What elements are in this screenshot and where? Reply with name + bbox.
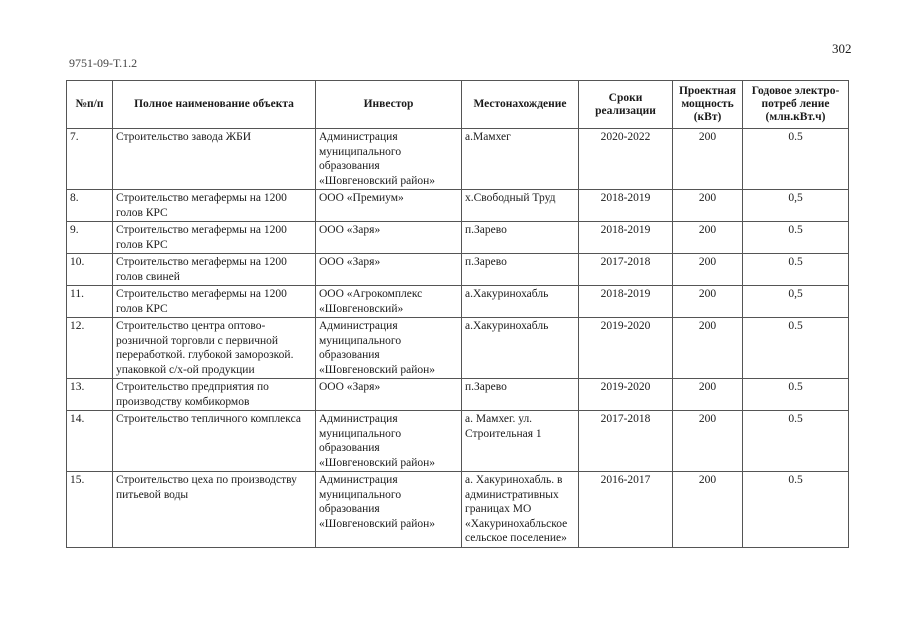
investor: Администрация муниципального образования «Шовгеновский район» (316, 318, 462, 379)
investor: ООО «Агрокомплекс «Шовгеновский» (316, 286, 462, 318)
table-header-row (67, 81, 849, 129)
object-name: Строительство тепличного комплекса (113, 411, 316, 472)
timeline: 2018-2019 (579, 286, 673, 318)
table-row (67, 318, 849, 379)
annual-consumption: 0.5 (743, 129, 849, 190)
annual-consumption: 0,5 (743, 286, 849, 318)
header-annual-consumption: Годовое электро-потреб ление (млн.кВт.ч) (743, 81, 849, 129)
page-number: 302 (832, 41, 852, 56)
table-row (67, 222, 849, 254)
header-number: №п/п (67, 81, 113, 129)
table-row (67, 190, 849, 222)
row-number: 7. (67, 129, 113, 190)
annual-consumption: 0.5 (743, 472, 849, 548)
capacity: 200 (673, 318, 743, 379)
annual-consumption: 0.5 (743, 222, 849, 254)
annual-consumption: 0.5 (743, 379, 849, 411)
timeline: 2019-2020 (579, 379, 673, 411)
header-capacity: Проектная мощность (кВт) (673, 81, 743, 129)
annual-consumption: 0,5 (743, 190, 849, 222)
timeline: 2018-2019 (579, 222, 673, 254)
document-code: 9751-09-Т.1.2 (69, 56, 138, 70)
object-name: Строительство предприятия по производству комбикормов (113, 379, 316, 411)
table-row (67, 411, 849, 472)
row-number: 12. (67, 318, 113, 379)
location: п.Зарево (462, 254, 579, 286)
objects-table (66, 80, 849, 548)
object-name: Строительство мегафермы на 1200 голов свиней (113, 254, 316, 286)
capacity: 200 (673, 411, 743, 472)
location: а. Мамхег. ул. Строительная 1 (462, 411, 579, 472)
object-name: Строительство мегафермы на 1200 голов КРС (113, 222, 316, 254)
object-name: Строительство завода ЖБИ (113, 129, 316, 190)
row-number: 9. (67, 222, 113, 254)
timeline: 2018-2019 (579, 190, 673, 222)
investor: Администрация муниципального образования «Шовгеновский район» (316, 472, 462, 548)
timeline: 2017-2018 (579, 254, 673, 286)
timeline: 2017-2018 (579, 411, 673, 472)
header-investor: Инвестор (316, 81, 462, 129)
row-number: 11. (67, 286, 113, 318)
capacity: 200 (673, 472, 743, 548)
location: п.Зарево (462, 379, 579, 411)
investor: ООО «Премиум» (316, 190, 462, 222)
table-row (67, 379, 849, 411)
capacity: 200 (673, 222, 743, 254)
annual-consumption: 0.5 (743, 411, 849, 472)
investor: ООО «Заря» (316, 222, 462, 254)
capacity: 200 (673, 254, 743, 286)
object-name: Строительство мегафермы на 1200 голов КРС (113, 190, 316, 222)
header-timeline: Сроки реализации (579, 81, 673, 129)
location: п.Зарево (462, 222, 579, 254)
annual-consumption: 0.5 (743, 254, 849, 286)
location: х.Свободный Труд (462, 190, 579, 222)
table-row (67, 286, 849, 318)
timeline: 2019-2020 (579, 318, 673, 379)
timeline: 2020-2022 (579, 129, 673, 190)
table-row (67, 254, 849, 286)
investor: Администрация муниципального образования «Шовгеновский район» (316, 129, 462, 190)
timeline: 2016-2017 (579, 472, 673, 548)
location: а.Хакуринохабль (462, 286, 579, 318)
table-row (67, 472, 849, 548)
investor: Администрация муниципального образования «Шовгеновский район» (316, 411, 462, 472)
annual-consumption: 0.5 (743, 318, 849, 379)
table-row (67, 129, 849, 190)
object-name: Строительство цеха по производству питьевой воды (113, 472, 316, 548)
location: а.Мамхег (462, 129, 579, 190)
capacity: 200 (673, 190, 743, 222)
capacity: 200 (673, 286, 743, 318)
location: а. Хакуринохабль. в административных границах МО «Хакуринохабльское сельское поселение» (462, 472, 579, 548)
row-number: 13. (67, 379, 113, 411)
capacity: 200 (673, 379, 743, 411)
row-number: 15. (67, 472, 113, 548)
investor: ООО «Заря» (316, 379, 462, 411)
row-number: 14. (67, 411, 113, 472)
object-name: Строительство мегафермы на 1200 голов КРС (113, 286, 316, 318)
row-number: 10. (67, 254, 113, 286)
header-object-name: Полное наименование объекта (113, 81, 316, 129)
investor: ООО «Заря» (316, 254, 462, 286)
capacity: 200 (673, 129, 743, 190)
object-name: Строительство центра оптово-розничной торговли с первичной переработкой. глубокой заморозкой. упаковкой с/х-ой продукции (113, 318, 316, 379)
location: а.Хакуринохабль (462, 318, 579, 379)
header-location: Местонахождение (462, 81, 579, 129)
row-number: 8. (67, 190, 113, 222)
